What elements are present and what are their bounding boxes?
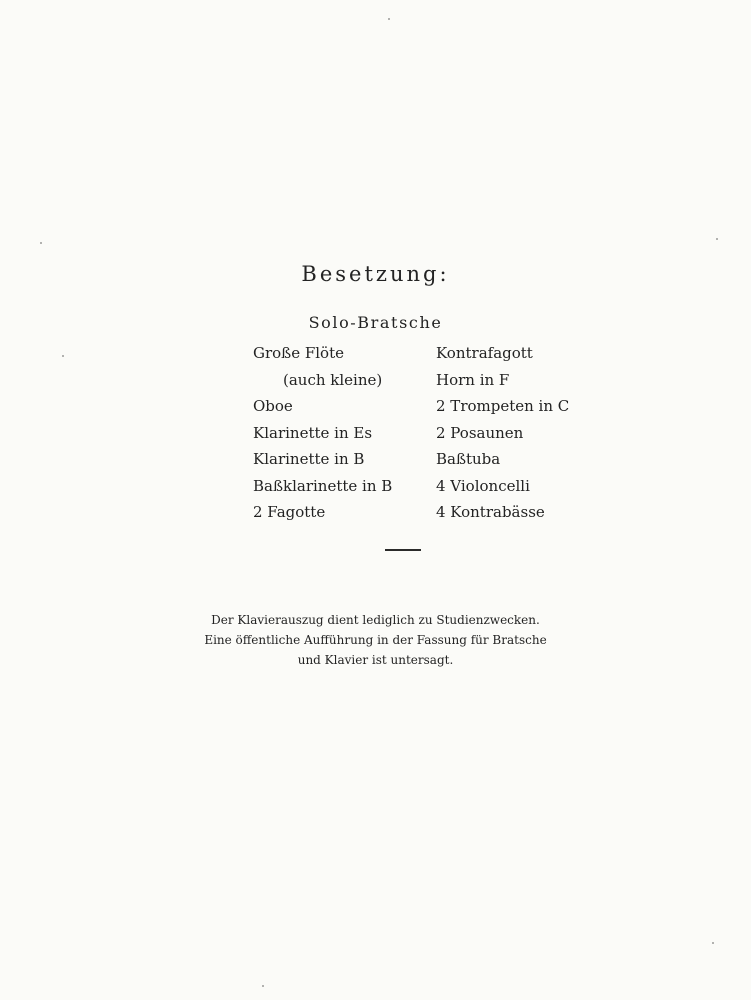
instrument-item: Baßtuba (436, 450, 501, 468)
divider-rule (385, 549, 421, 551)
instrument-list-left (253, 342, 392, 528)
usage-note (0, 610, 751, 670)
paper-speck (62, 355, 64, 357)
solo-instrument: Solo-Bratsche (308, 313, 443, 332)
instrument-item: Klarinette in Es (253, 423, 373, 442)
paper-speck (712, 942, 714, 944)
paper-speck (262, 985, 264, 987)
instrument-item: 2 Posaunen (436, 423, 524, 442)
instrument-item: Klarinette in B (253, 450, 365, 468)
instrument-item: Oboe (253, 397, 293, 415)
note-line: und Klavier ist untersagt. (297, 653, 454, 667)
instrument-item: Große Flöte (253, 344, 344, 362)
instrument-item: (auch kleine) (283, 370, 383, 389)
instrument-item: 2 Fagotte (253, 503, 326, 521)
note-line: Der Klavierauszug dient lediglich zu Studienzwecken. (211, 613, 540, 627)
paper-speck (40, 242, 42, 244)
instrument-item: 4 Kontrabässe (436, 503, 545, 521)
instrument-item: 2 Trompeten in C (436, 397, 570, 415)
page-title: Besetzung: (301, 262, 450, 286)
paper-speck (388, 18, 390, 20)
instrument-item: 4 Violoncelli (436, 476, 530, 495)
instrument-item: Horn in F (436, 370, 510, 389)
note-line: Eine öffentliche Aufführung in der Fassung für Bratsche (204, 633, 547, 647)
instrument-item: Baßklarinette in B (253, 476, 393, 495)
instrument-item: Kontrafagott (436, 344, 533, 362)
instrument-list-right (436, 342, 569, 528)
paper-speck (716, 238, 718, 240)
